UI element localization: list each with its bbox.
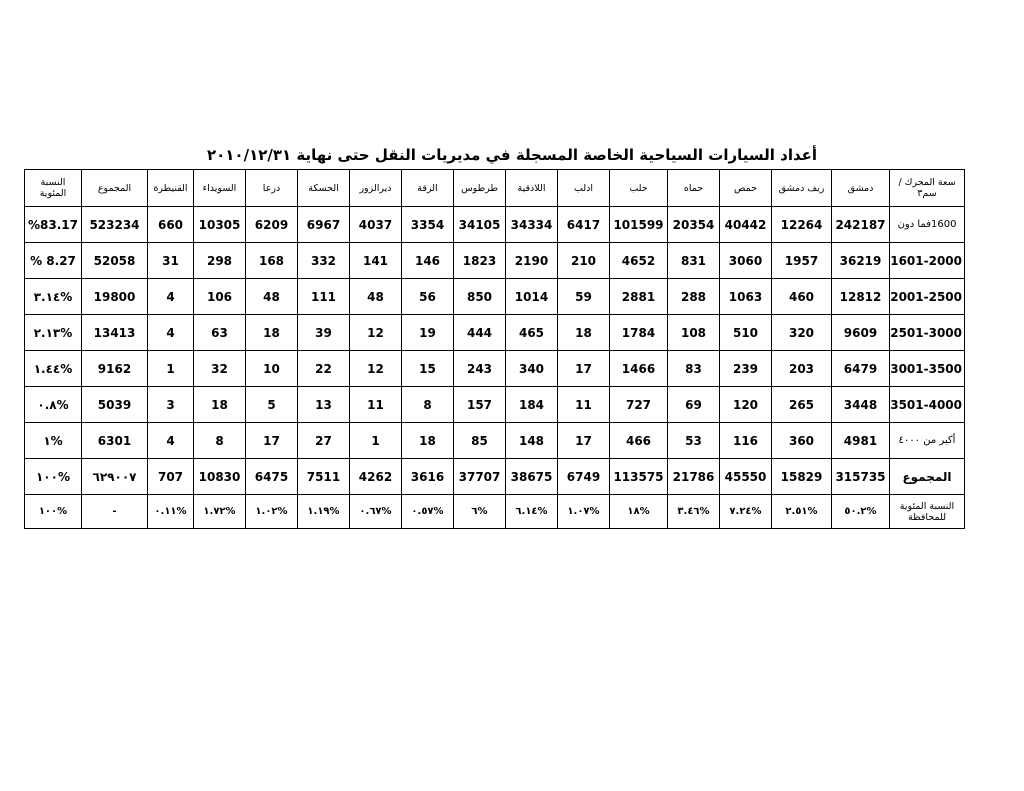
table-cell: 707: [148, 459, 194, 495]
table-cell: 56: [402, 279, 454, 315]
row-label: أكبر من ٤٠٠٠: [890, 423, 965, 459]
table-cell: %١: [25, 423, 82, 459]
table-row: [25, 315, 965, 351]
table-cell: 17: [246, 423, 298, 459]
table-cell: 4: [148, 315, 194, 351]
column-header: حمص: [720, 170, 772, 207]
table-row: [25, 243, 965, 279]
header-row: [25, 170, 965, 207]
table-cell: 466: [610, 423, 668, 459]
percent-row: [25, 495, 965, 529]
table-cell: ٦٢٩٠٠٧: [82, 459, 148, 495]
table-cell: 3354: [402, 207, 454, 243]
column-header: طرطوس: [454, 170, 506, 207]
table-cell: 332: [298, 243, 350, 279]
table-cell: 320: [772, 315, 832, 351]
table-row: [25, 351, 965, 387]
table-cell: 210: [558, 243, 610, 279]
table-cell: 4981: [832, 423, 890, 459]
table-cell: 19: [402, 315, 454, 351]
table-cell: 12812: [832, 279, 890, 315]
table-cell: 19800: [82, 279, 148, 315]
table-cell: 17: [558, 423, 610, 459]
table-cell: %٠.٦٧: [350, 495, 402, 529]
table-cell: %٣.٤٦: [668, 495, 720, 529]
table-cell: 10: [246, 351, 298, 387]
table-cell: 1063: [720, 279, 772, 315]
table-cell: 18: [194, 387, 246, 423]
table-cell: 116: [720, 423, 772, 459]
table-cell: %٠.٥٧: [402, 495, 454, 529]
table-cell: 523234: [82, 207, 148, 243]
table-cell: 111: [298, 279, 350, 315]
table-cell: 39: [298, 315, 350, 351]
table-cell: 53: [668, 423, 720, 459]
table-cell: 34334: [506, 207, 558, 243]
table-cell: 7511: [298, 459, 350, 495]
table-cell: 8: [402, 387, 454, 423]
table-cell: 48: [246, 279, 298, 315]
column-header: حلب: [610, 170, 668, 207]
table-cell: 3: [148, 387, 194, 423]
table-cell: 108: [668, 315, 720, 351]
table-cell: 203: [772, 351, 832, 387]
column-header: الرقة: [402, 170, 454, 207]
table-cell: 6417: [558, 207, 610, 243]
table-cell: 6749: [558, 459, 610, 495]
table-cell: 18: [402, 423, 454, 459]
table-cell: 11: [350, 387, 402, 423]
table-cell: 37707: [454, 459, 506, 495]
table-cell: 265: [772, 387, 832, 423]
table-cell: 20354: [668, 207, 720, 243]
table-cell: %١.٤٤: [25, 351, 82, 387]
table-cell: %83.17: [25, 207, 82, 243]
table-cell: 11: [558, 387, 610, 423]
table-cell: %١.٠٧: [558, 495, 610, 529]
table-cell: 101599: [610, 207, 668, 243]
column-header: اللاذقية: [506, 170, 558, 207]
column-header: القنيطرة: [148, 170, 194, 207]
table-cell: 184: [506, 387, 558, 423]
table-cell: 288: [668, 279, 720, 315]
table-cell: 243: [454, 351, 506, 387]
table-cell: 4: [148, 279, 194, 315]
table-cell: 13: [298, 387, 350, 423]
table-cell: 6301: [82, 423, 148, 459]
table-cell: 9609: [832, 315, 890, 351]
table-cell: 8: [194, 423, 246, 459]
table-cell: 36219: [832, 243, 890, 279]
table-cell: %١٨: [610, 495, 668, 529]
table-cell: %٦: [454, 495, 506, 529]
table-cell: %٠.٨: [25, 387, 82, 423]
column-header: المجموع: [82, 170, 148, 207]
table-cell: %٢.٥١: [772, 495, 832, 529]
table-cell: 1823: [454, 243, 506, 279]
table-cell: 4: [148, 423, 194, 459]
table-cell: %١٠٠: [25, 495, 82, 529]
table-cell: 3060: [720, 243, 772, 279]
table-cell: 12: [350, 351, 402, 387]
row-label: النسبة المئوية للمحافظة: [890, 495, 965, 529]
table-cell: 6475: [246, 459, 298, 495]
table-cell: 22: [298, 351, 350, 387]
table-cell: 510: [720, 315, 772, 351]
table-cell: %٣.١٤: [25, 279, 82, 315]
row-label: 2501-3000: [890, 315, 965, 351]
table-cell: 4037: [350, 207, 402, 243]
total-row: [25, 459, 965, 495]
table-cell: 5039: [82, 387, 148, 423]
table-cell: 460: [772, 279, 832, 315]
table-cell: 32: [194, 351, 246, 387]
table-cell: 850: [454, 279, 506, 315]
table-cell: 106: [194, 279, 246, 315]
table-cell: 1466: [610, 351, 668, 387]
table-cell: 6967: [298, 207, 350, 243]
row-label: 3001-3500: [890, 351, 965, 387]
column-header: النسبة المئوية: [25, 170, 82, 207]
table-cell: 17: [558, 351, 610, 387]
table-cell: 27: [298, 423, 350, 459]
table-cell: 10830: [194, 459, 246, 495]
table-cell: 831: [668, 243, 720, 279]
table-cell: 15829: [772, 459, 832, 495]
table-cell: 40442: [720, 207, 772, 243]
table-cell: 146: [402, 243, 454, 279]
table-cell: 63: [194, 315, 246, 351]
table-cell: 48: [350, 279, 402, 315]
table-cell: 2190: [506, 243, 558, 279]
table-cell: 1: [148, 351, 194, 387]
table-row: [25, 207, 965, 243]
table-cell: 1784: [610, 315, 668, 351]
table-cell: 4262: [350, 459, 402, 495]
table-cell: 2881: [610, 279, 668, 315]
table-cell: 31: [148, 243, 194, 279]
table-cell: 444: [454, 315, 506, 351]
table-cell: 69: [668, 387, 720, 423]
table-cell: %٧.٢٤: [720, 495, 772, 529]
data-table: [24, 169, 965, 529]
table-cell: 1: [350, 423, 402, 459]
table-cell: 8.27 %: [25, 243, 82, 279]
table-cell: 340: [506, 351, 558, 387]
column-header: ريف دمشق: [772, 170, 832, 207]
column-header: ادلب: [558, 170, 610, 207]
table-cell: 3616: [402, 459, 454, 495]
table-cell: 6209: [246, 207, 298, 243]
table-cell: 10305: [194, 207, 246, 243]
table-cell: 5: [246, 387, 298, 423]
row-label: 1600فما دون: [890, 207, 965, 243]
table-cell: %١.١٩: [298, 495, 350, 529]
table-cell: 4652: [610, 243, 668, 279]
table-cell: 157: [454, 387, 506, 423]
table-cell: 141: [350, 243, 402, 279]
table-row: [25, 279, 965, 315]
row-label: المجموع: [890, 459, 965, 495]
table-cell: 9162: [82, 351, 148, 387]
page-title: أعداد السيارات السياحية الخاصة المسجلة في مديريات النقل حتى نهاية ٢٠١٠/١٢/٣١: [206, 146, 818, 164]
table-cell: 465: [506, 315, 558, 351]
table-cell: 38675: [506, 459, 558, 495]
table-cell: 242187: [832, 207, 890, 243]
column-header: ديرالزور: [350, 170, 402, 207]
table-cell: 1014: [506, 279, 558, 315]
table-cell: 360: [772, 423, 832, 459]
table-cell: 727: [610, 387, 668, 423]
table-cell: 21786: [668, 459, 720, 495]
table-cell: 34105: [454, 207, 506, 243]
row-label: 3501-4000: [890, 387, 965, 423]
table-cell: 52058: [82, 243, 148, 279]
column-header: حماه: [668, 170, 720, 207]
table-cell: -: [82, 495, 148, 529]
table-cell: %١.٧٢: [194, 495, 246, 529]
table-row: [25, 423, 965, 459]
table-cell: 315735: [832, 459, 890, 495]
table-cell: 298: [194, 243, 246, 279]
table-cell: 85: [454, 423, 506, 459]
table-cell: 13413: [82, 315, 148, 351]
table-cell: %٠.١١: [148, 495, 194, 529]
table-cell: 6479: [832, 351, 890, 387]
table-cell: 83: [668, 351, 720, 387]
table-cell: %١٠٠: [25, 459, 82, 495]
column-header: دمشق: [832, 170, 890, 207]
column-header: درعا: [246, 170, 298, 207]
table-cell: 148: [506, 423, 558, 459]
table-cell: 18: [246, 315, 298, 351]
table-cell: 3448: [832, 387, 890, 423]
table-cell: %٢.١٣: [25, 315, 82, 351]
row-label: 2001-2500: [890, 279, 965, 315]
table-cell: 15: [402, 351, 454, 387]
table-cell: %٥٠.٢: [832, 495, 890, 529]
column-header: السويداء: [194, 170, 246, 207]
table-cell: %٦.١٤: [506, 495, 558, 529]
row-label: 1601-2000: [890, 243, 965, 279]
table-cell: 168: [246, 243, 298, 279]
table-cell: 113575: [610, 459, 668, 495]
table-cell: 45550: [720, 459, 772, 495]
table-cell: 239: [720, 351, 772, 387]
table-row: [25, 387, 965, 423]
table-cell: %١.٠٢: [246, 495, 298, 529]
table-cell: 1957: [772, 243, 832, 279]
table-cell: 660: [148, 207, 194, 243]
table-cell: 59: [558, 279, 610, 315]
table-cell: 120: [720, 387, 772, 423]
column-header: سعة المحرك /سم٣: [890, 170, 965, 207]
column-header: الحسكة: [298, 170, 350, 207]
table-cell: 12: [350, 315, 402, 351]
table-cell: 18: [558, 315, 610, 351]
table-cell: 12264: [772, 207, 832, 243]
